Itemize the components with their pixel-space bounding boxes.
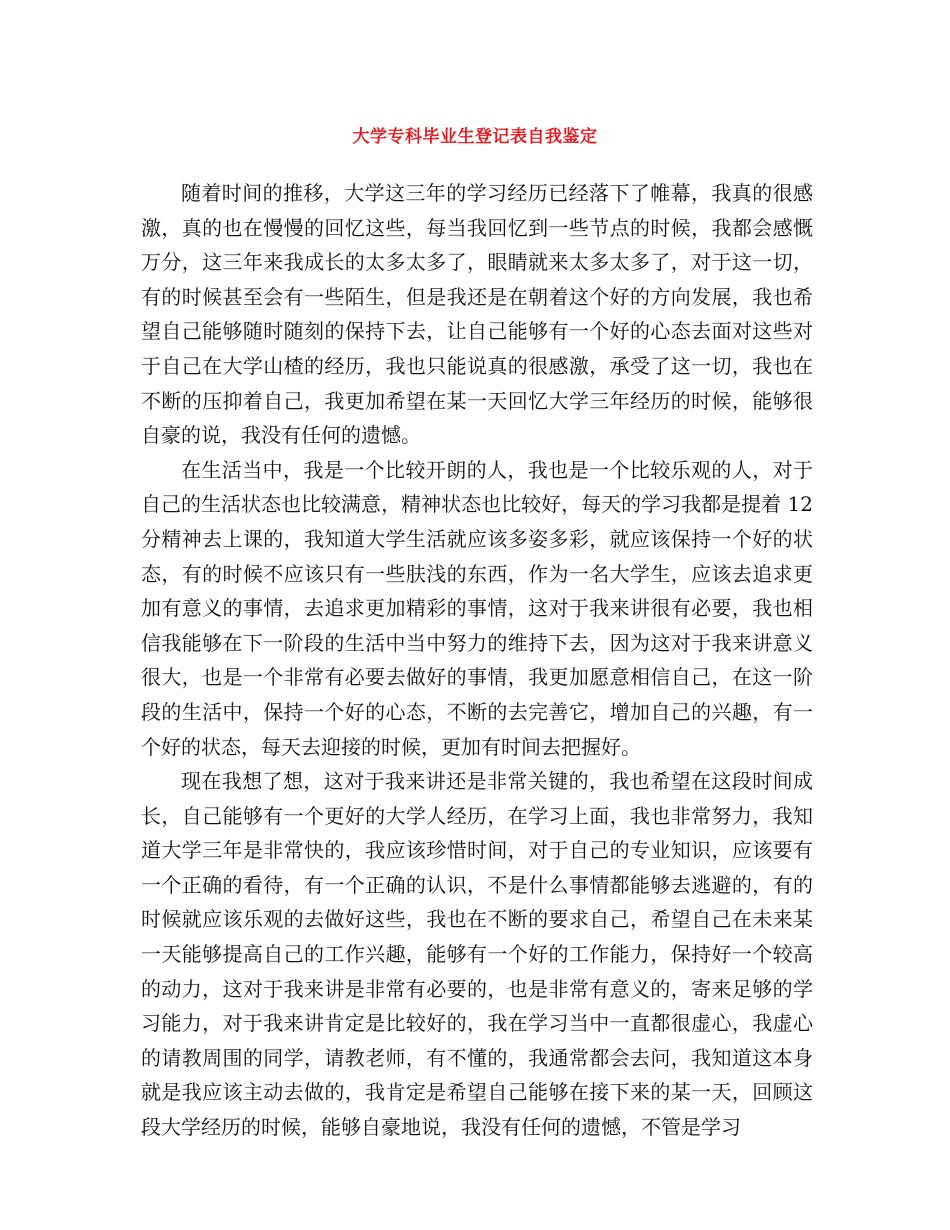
- paragraph-3: 现在我想了想，这对于我来讲还是非常关键的，我也希望在这段时间成长，自己能够有一个更好的大学人经历，在学习上面，我也非常努力，我知道大学三年是非常快的，我应该珍惜时间，对于自己的专业知识，应该要有一个正确的看待，有一个正确的认识，不是什么事情都能够去逃避的，有的时候就应该乐观的去做好这些，我也在不断的要求自己，希望自己在未来某一天能够提高自己的工作兴趣，能够有一个好的工作能力，保持好一个较高的动力，这对于我来讲是非常有必要的，也是非常有意义的，寄来足够的学习能力，对于我来讲肯定是比较好的，我在学习当中一直都很虚心，我虚心的请教周围的同学，请教老师，有不懂的，我通常都会去问，我知道这本身就是我应该主动去做的，我肯定是希望自己能够在接下来的某一天，回顾这段大学经历的时候，能够自豪地说，我没有任何的遗憾，不管是学习: [141, 769, 813, 1140]
- paragraph-1: 随着时间的推移，大学这三年的学习经历已经落下了帷幕，我真的很感激，真的也在慢慢的回忆这些，每当我回忆到一些节点的时候，我都会感慨万分，这三年来我成长的太多太多了，眼睛就来太多太多了，对于这一切，有的时候甚至会有一些陌生，但是我还是在朝着这个好的方向发展，我也希望自己能够随时随刻的保持下去，让自己能够有一个好的心态去面对这些对于自己在大学山楂的经历，我也只能说真的很感激，承受了这一切，我也在不断的压抑着自己，我更加希望在某一天回忆大学三年经历的时候，能够很自豪的说，我没有任何的遗憾。: [141, 181, 813, 448]
- paragraph-2: 在生活当中，我是一个比较开朗的人，我也是一个比较乐观的人，对于自己的生活状态也比较满意，精神状态也比较好，每天的学习我都是提着 12 分精神去上课的，我知道大学生活就应该多姿多彩，就应该保持一个好的状态，有的时候不应该只有一些肤浅的东西，作为一名大学生，应该去追求更加有意义的事情，去追求更加精彩的事情，这对于我来讲很有必要，我也相信我能够在下一阶段的生活中当中努力的维持下去，因为这对于我来讲意义很大，也是一个非常有必要去做好的事情，我更加愿意相信自己，在这一阶段的生活中，保持一个好的心态，不断的去完善它，增加自己的兴趣，有一个好的状态，每天去迎接的时候，更加有时间去把握好。: [141, 457, 813, 759]
- document-title: 大学专科毕业生登记表自我鉴定: [352, 127, 598, 147]
- document-body: [141, 176, 813, 1145]
